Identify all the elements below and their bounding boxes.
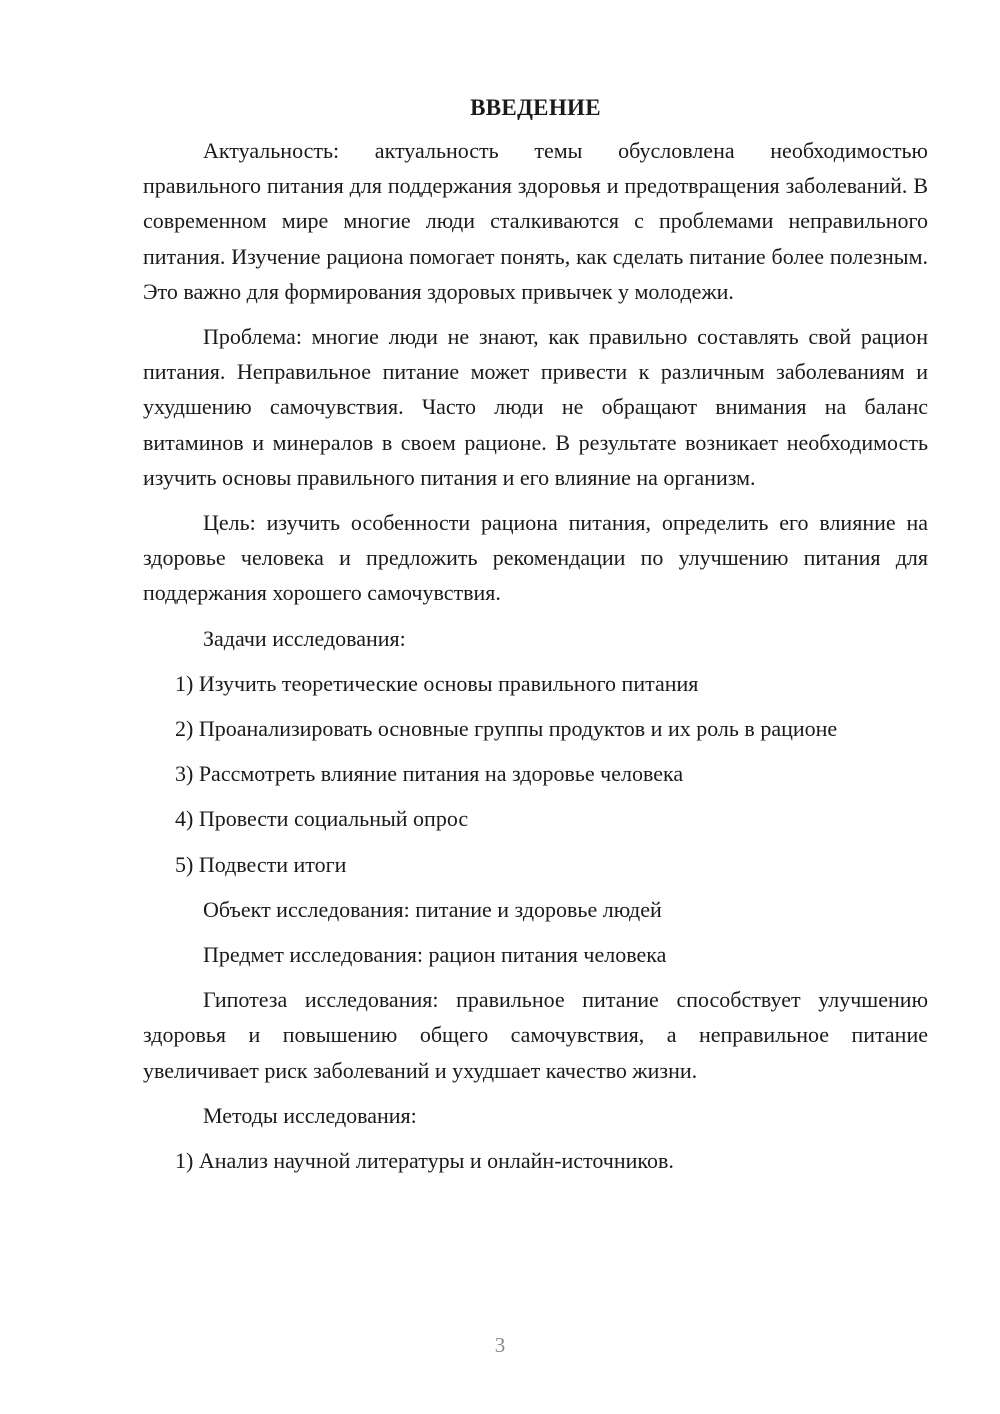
paragraph-goal: Цель: изучить особенности рациона питания, определить его влияние на здоровье человека и предложить рекомендации по улучшению питания для поддержания хорошего самочувствия. bbox=[143, 510, 928, 606]
tasks-list bbox=[143, 666, 928, 882]
methods-list bbox=[143, 1143, 928, 1178]
list-item: 5) Подвести итоги bbox=[175, 851, 347, 877]
paragraph-relevance: Актуальность: актуальность темы обусловлена необходимостью правильного питания для поддержания здоровья и предотвращения заболеваний. В современном мире многие люди сталкиваются с проблемами неправильного питания. Изучение рациона помогает понять, как сделать питание более полезным. Это важно для формирования здоровых привычек у молодежи. bbox=[143, 138, 928, 304]
paragraph-hypothesis: Гипотеза исследования: правильное питание способствует улучшению здоровья и повышению общего самочувствия, а неправильное питание увеличивает риск заболеваний и ухудшает качество жизни. bbox=[143, 987, 928, 1083]
research-subject: Предмет исследования: рацион питания человека bbox=[203, 942, 667, 968]
list-item: 2) Проанализировать основные группы продуктов и их роль в рационе bbox=[175, 716, 838, 742]
methods-title: Методы исследования: bbox=[203, 1102, 417, 1128]
page-title: ВВЕДЕНИЕ bbox=[470, 95, 601, 120]
list-item: 3) Рассмотреть влияние питания на здоровье человека bbox=[175, 761, 684, 787]
list-item: 1) Анализ научной литературы и онлайн-источников. bbox=[175, 1148, 674, 1174]
document-page bbox=[143, 90, 928, 1188]
list-item: 1) Изучить теоретические основы правильного питания bbox=[175, 670, 699, 696]
research-object: Объект исследования: питание и здоровье людей bbox=[203, 896, 662, 922]
list-item: 4) Провести социальный опрос bbox=[175, 806, 469, 832]
tasks-title: Задачи исследования: bbox=[203, 625, 406, 651]
page-number: 3 bbox=[494, 1333, 506, 1357]
paragraph-problem: Проблема: многие люди не знают, как правильно составлять свой рацион питания. Неправильное питание может привести к различным заболеваниям и ухудшению самочувствия. Часто люди не обращают внимания на баланс витаминов и минералов в своем рационе. В результате возникает необходимость изучить основы правильного питания и его влияние на организм. bbox=[143, 324, 928, 490]
